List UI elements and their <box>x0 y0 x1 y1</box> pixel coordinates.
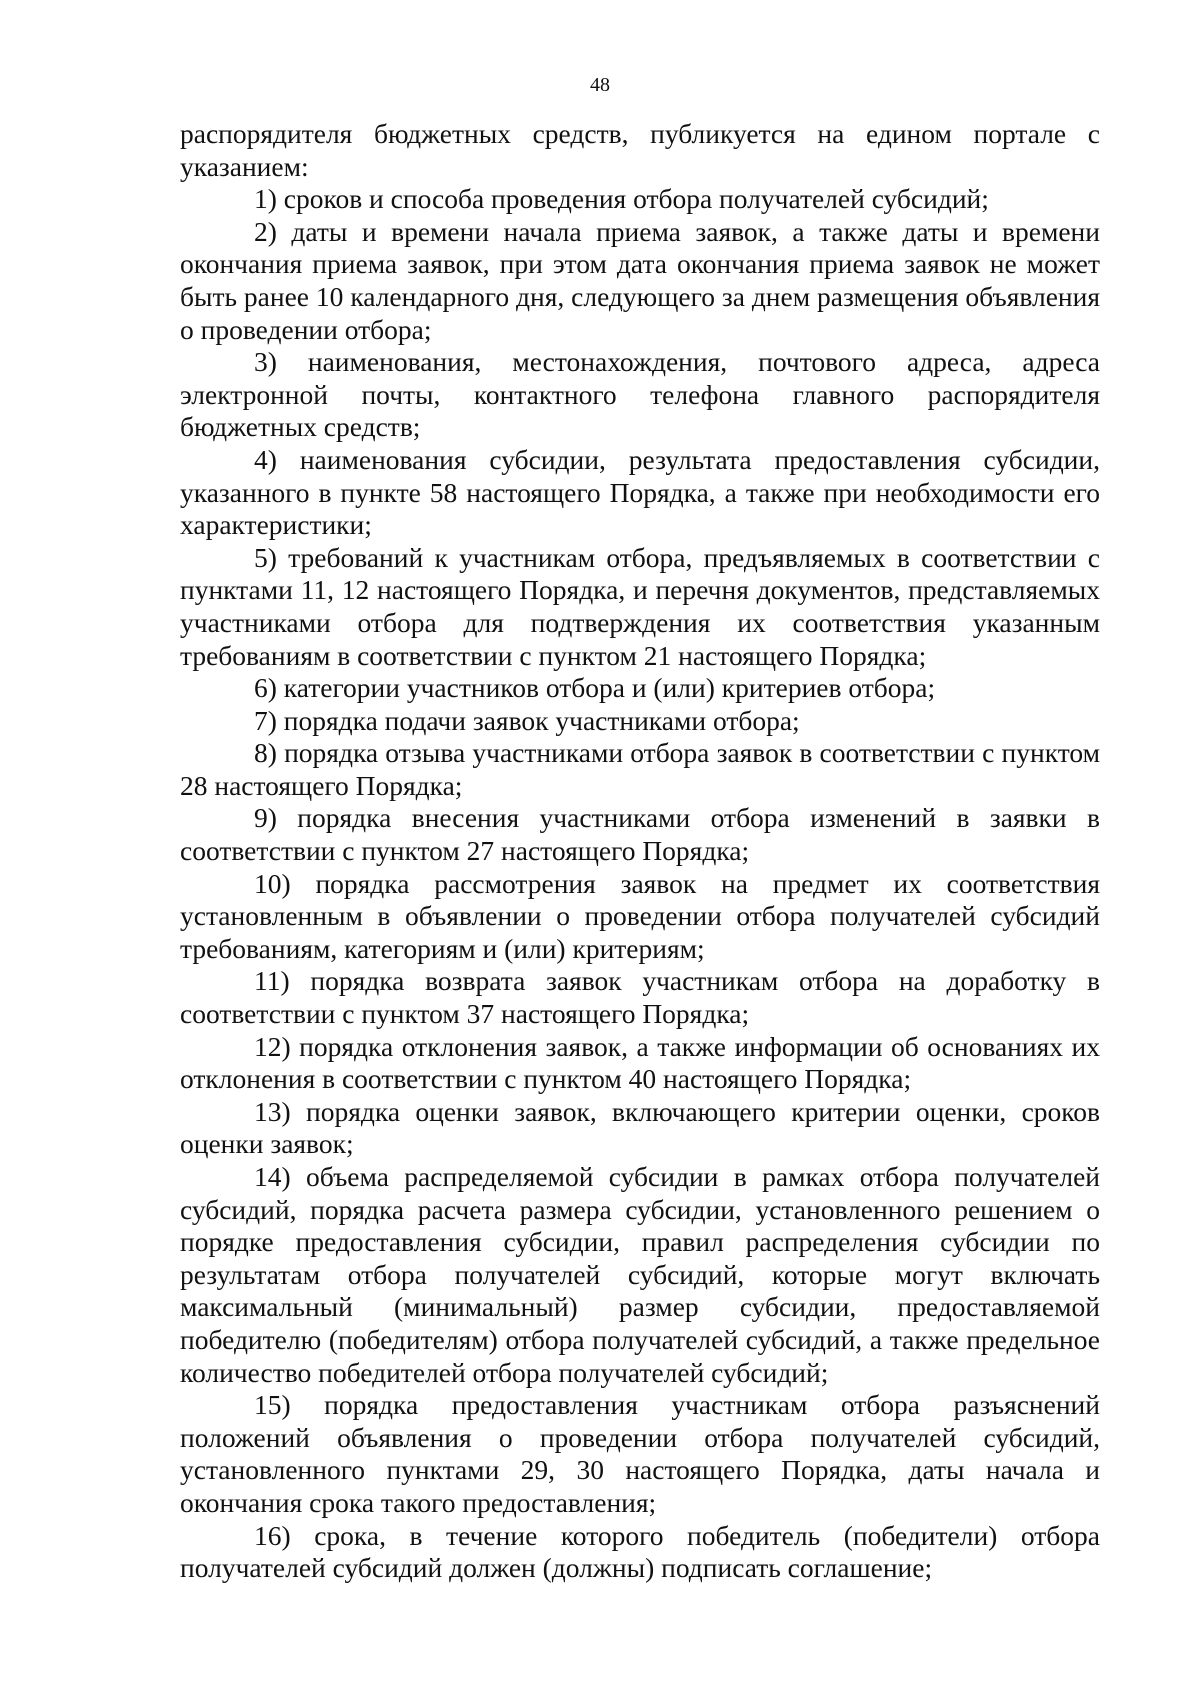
paragraph: 3) наименования, местонахождения, почтового адреса, адреса электронной почты, контактного телефона главного распорядителя бюджетных средств; <box>180 346 1100 443</box>
document-body <box>180 118 1100 1585</box>
paragraph: 10) порядка рассмотрения заявок на предмет их соответствия установленным в объявлении о проведении отбора получателей субсидий требованиям, категориям и (или) критериям; <box>180 867 1100 964</box>
paragraph: 8) порядка отзыва участниками отбора заявок в соответствии с пунктом 28 настоящего Порядка; <box>180 737 1100 801</box>
paragraph: 6) категории участников отбора и (или) критериев отбора; <box>254 672 936 704</box>
page-number: 48 <box>590 74 610 96</box>
paragraph: 11) порядка возврата заявок участникам отбора на доработку в соответствии с пунктом 37 настоящего Порядка; <box>180 965 1100 1030</box>
paragraph: 13) порядка оценки заявок, включающего критерии оценки, сроков оценки заявок; <box>180 1095 1100 1160</box>
paragraph: 7) порядка подачи заявок участниками отбора; <box>254 704 800 736</box>
paragraph: 2) даты и времени начала приема заявок, а также даты и времени окончания приема заявок, при этом дата окончания приема заявок не может быть ранее 10 календарного дня, следующего за днем размещения объявления о проведении отбора; <box>180 215 1100 345</box>
paragraph: 1) сроков и способа проведения отбора получателей субсидий; <box>254 183 989 215</box>
paragraph: 14) объема распределяемой субсидии в рамках отбора получателей субсидий, порядка расчета размера субсидии, установленного решением о порядке предоставления субсидии, правил распределения субсидии по результатам отбора получателей субсидий, которые могут включать максимальный (минимальный) размер субсидии, предоставляемой победителю (победителям) отбора получателей субсидий, а также предельное количество победителей отбора получателей субсидий; <box>180 1161 1100 1388</box>
paragraph: 5) требований к участникам отбора, предъявляемых в соответствии с пунктами 11, 12 настоящего Порядка, и перечня документов, представляемых участниками отбора для подтверждения их соответствия указанным требованиям в соответствии с пунктом 21 настоящего Порядка; <box>180 541 1100 671</box>
paragraph: распорядителя бюджетных средств, публикуется на едином портале с указанием: <box>180 118 1100 182</box>
paragraph: 9) порядка внесения участниками отбора изменений в заявки в соответствии с пунктом 27 настоящего Порядка; <box>180 802 1100 867</box>
paragraph: 4) наименования субсидии, результата предоставления субсидии, указанного в пункте 58 настоящего Порядка, а также при необходимости его характеристики; <box>180 443 1100 541</box>
paragraph: 12) порядка отклонения заявок, а также информации об основаниях их отклонения в соответствии с пунктом 40 настоящего Порядка; <box>180 1030 1100 1095</box>
paragraph: 16) срока, в течение которого победитель (победители) отбора получателей субсидий должен (должны) подписать соглашение; <box>180 1519 1100 1584</box>
paragraph: 15) порядка предоставления участникам отбора разъяснений положений объявления о проведении отбора получателей субсидий, установленного пунктами 29, 30 настоящего Порядка, даты начала и окончания срока такого предоставления; <box>180 1389 1100 1518</box>
